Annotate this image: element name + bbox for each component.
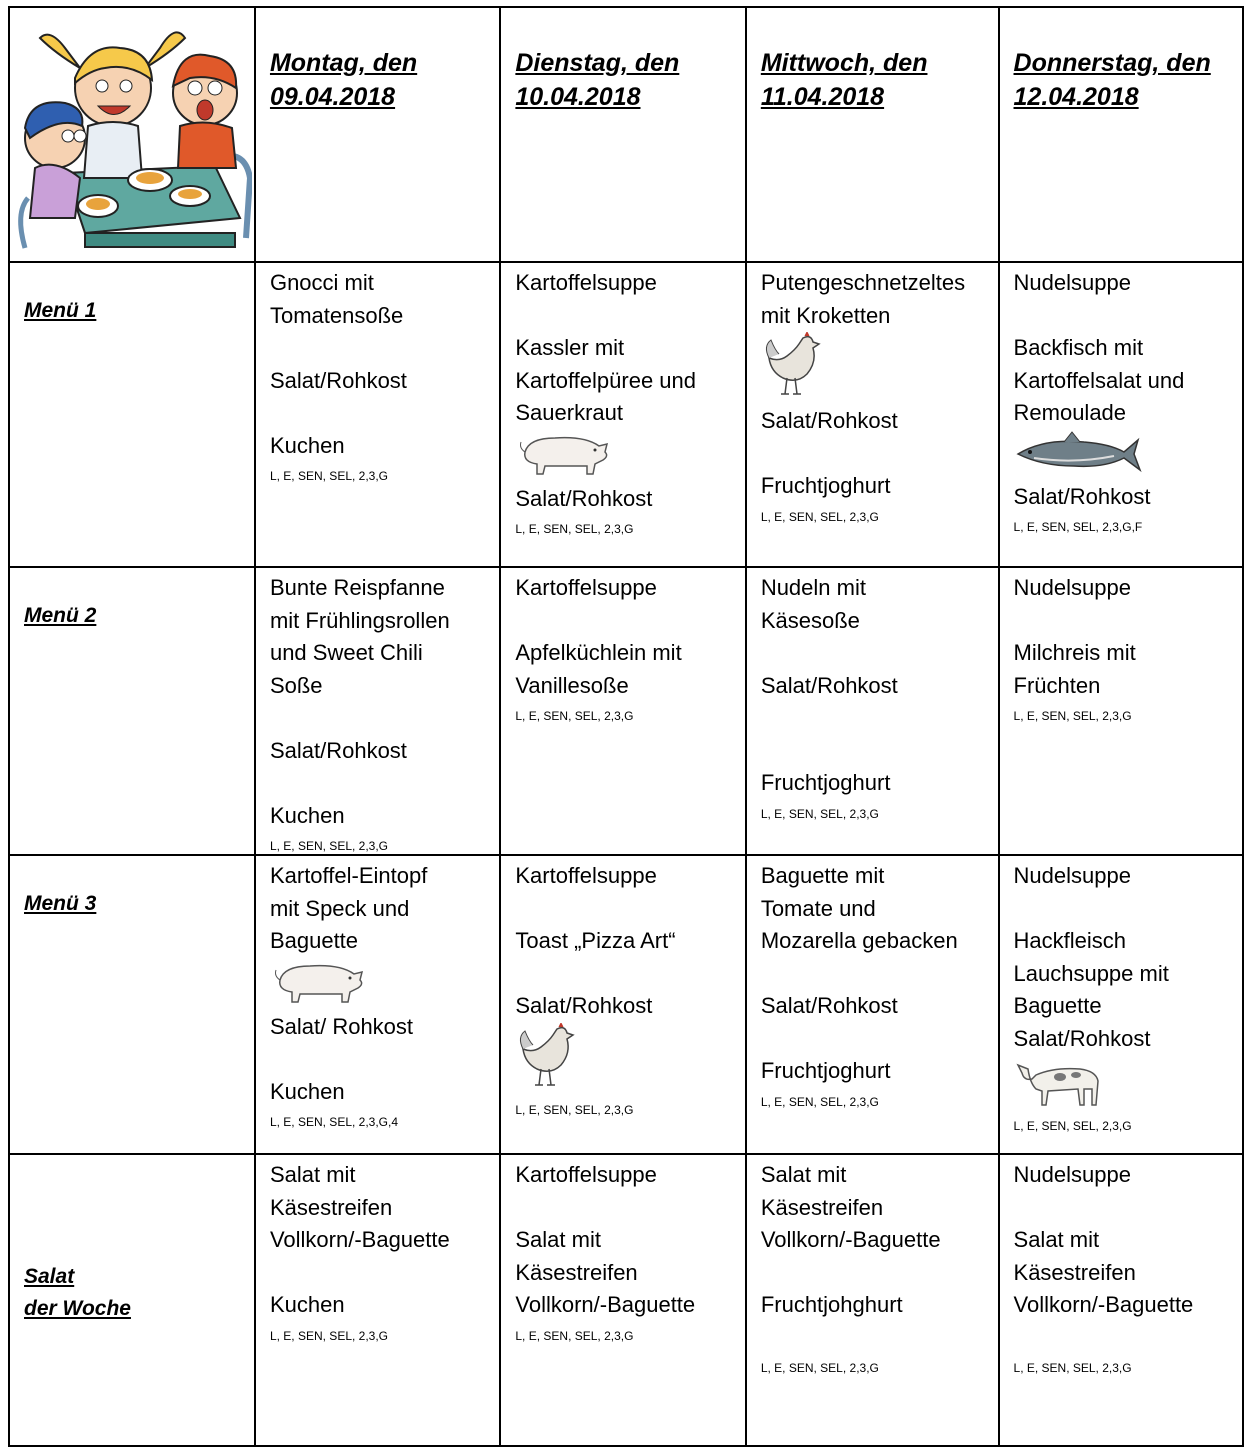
row-label: [10, 295, 110, 327]
dish-line: Fruchtjohghurt: [760, 1292, 903, 1317]
header-day: Montag, den: [269, 49, 418, 77]
menu-cell: [746, 855, 999, 1154]
dish-line: Vollkorn/-Baguette: [1013, 1292, 1194, 1317]
row-label-cell: [9, 855, 255, 1154]
row-label-cell: [9, 1154, 255, 1446]
dish-line: Kartoffelsuppe: [515, 863, 657, 888]
menu-row: [9, 262, 1243, 567]
menu-cell: [500, 262, 745, 567]
menu-cell: [746, 1154, 999, 1446]
dish-line: Früchten: [1013, 672, 1101, 698]
dish-line: Salat/Rohkost: [1013, 1025, 1151, 1051]
allergen-codes: L, E, SEN, SEL, 2,3,G: [269, 1328, 389, 1343]
dish-line: Remoulade: [1013, 400, 1127, 425]
dish-line: Kuchen: [269, 802, 345, 828]
chicken-icon: [515, 1023, 730, 1096]
menu-cell: [255, 1154, 500, 1446]
spacer: [761, 1257, 984, 1290]
spacer: [1014, 893, 1228, 926]
dish-line: Käsestreifen: [269, 1194, 393, 1220]
allergen-codes: L, E, SEN, SEL, 2,3,G,F: [1013, 520, 1143, 534]
spacer: [515, 1192, 730, 1225]
menu-table: [8, 6, 1244, 1447]
dish-line: Käsestreifen: [515, 1259, 638, 1285]
header-thursday: [999, 7, 1243, 262]
menu-cell: [500, 855, 745, 1154]
header-date: 09.04.2018: [269, 83, 396, 111]
allergen-codes: L, E, SEN, SEL, 2,3,G: [515, 1102, 634, 1117]
dish-line: Nudelsuppe: [1013, 1162, 1131, 1187]
menu-cell: [746, 262, 999, 567]
menu-row: [9, 855, 1243, 1154]
pig-icon: [515, 430, 730, 483]
dish-line: Salat mit: [269, 1162, 356, 1187]
menu-cell: [999, 855, 1243, 1154]
dish-line: Salat/Rohkost: [515, 993, 653, 1018]
menu-cell: [255, 855, 500, 1154]
spacer: [515, 893, 730, 926]
dish-line: Käsestreifen: [760, 1194, 884, 1220]
spacer: [1014, 605, 1228, 638]
corner-cell: [9, 7, 255, 262]
dish-line: Apfelküchlein mit: [515, 640, 682, 665]
dish-line: Soße: [269, 672, 323, 698]
row-label-cell: [9, 567, 255, 855]
dish-line: Milchreis mit: [1013, 640, 1136, 665]
menu-cell: [999, 567, 1243, 855]
dish-line: Kartoffelpüree und: [515, 367, 696, 393]
spacer: [761, 958, 984, 991]
dish-line: Salat mit: [760, 1162, 847, 1187]
dish-line: Backfisch mit: [1013, 335, 1144, 360]
spacer: [761, 438, 984, 471]
dish-line: Kassler mit: [515, 335, 625, 360]
allergen-codes: L, E, SEN, SEL, 2,3,G: [269, 839, 389, 853]
menu-cell: [500, 567, 745, 855]
header-date: 10.04.2018: [515, 83, 641, 111]
dish-line: Kartoffelsalat und: [1013, 367, 1185, 393]
dish-line: Gnocci mit: [269, 270, 374, 295]
kids-eating-icon: [10, 8, 252, 256]
spacer: [270, 1257, 485, 1290]
spacer: [1014, 1192, 1228, 1225]
dish-line: Kartoffelsuppe: [515, 1162, 657, 1187]
dish-line: mit Frühlingsrollen: [269, 607, 450, 633]
header-day: Donnerstag, den: [1013, 49, 1211, 77]
spacer: [515, 605, 730, 638]
allergen-codes: L, E, SEN, SEL, 2,3,G: [1013, 1361, 1132, 1375]
menu-cell: [746, 567, 999, 855]
spacer: [1014, 300, 1228, 333]
menu-row: [9, 567, 1243, 855]
dish-line: Fruchtjoghurt: [760, 1058, 891, 1083]
spacer: [270, 332, 485, 365]
dish-line: Tomatensoße: [269, 302, 404, 328]
header-date: 11.04.2018: [760, 83, 885, 111]
row-label-line: Menü 3: [24, 892, 97, 915]
dish-line: Kartoffelsuppe: [515, 270, 657, 295]
menu-row: [9, 1154, 1243, 1446]
dish-line: Kuchen: [269, 1292, 345, 1317]
spacer: [761, 637, 984, 670]
spacer: [270, 702, 485, 735]
fish-icon: [1014, 430, 1228, 481]
row-label-line: der Woche: [24, 1297, 131, 1320]
dish-line: Kartoffel-Eintopf: [269, 863, 428, 888]
header-day: Dienstag, den: [515, 49, 680, 77]
row-label-cell: [9, 262, 255, 567]
allergen-codes: L, E, SEN, SEL, 2,3,G: [760, 1094, 879, 1109]
dish-line: Lauchsuppe mit: [1013, 960, 1169, 986]
dish-line: Vollkorn/-Baguette: [269, 1227, 450, 1252]
dish-line: Toast „Pizza Art“: [515, 928, 676, 953]
spacer: [515, 958, 730, 991]
dish-line: Tomate und: [760, 895, 876, 921]
menu-cell: [255, 567, 500, 855]
header-wednesday: [746, 7, 999, 262]
header-monday: [255, 7, 500, 262]
row-label: [10, 600, 110, 632]
dish-line: Salat/Rohkost: [1013, 483, 1151, 509]
allergen-codes: L, E, SEN, SEL, 2,3,G: [269, 469, 389, 483]
row-label-line: Menü 1: [24, 299, 97, 322]
dish-line: Käsestreifen: [1013, 1259, 1136, 1285]
allergen-codes: L, E, SEN, SEL, 2,3,G,4: [269, 1115, 399, 1129]
allergen-codes: L, E, SEN, SEL, 2,3,G: [760, 1361, 879, 1375]
dish-line: Nudelsuppe: [1013, 575, 1131, 600]
allergen-codes: L, E, SEN, SEL, 2,3,G: [760, 509, 879, 524]
dish-line: Vanillesoße: [515, 672, 629, 698]
allergen-codes: L, E, SEN, SEL, 2,3,G: [515, 1328, 634, 1343]
dish-line: Salat/Rohkost: [269, 367, 407, 393]
spacer: [270, 397, 485, 430]
dish-line: Salat/Rohkost: [760, 408, 898, 433]
dish-line: Bunte Reispfanne: [269, 575, 445, 600]
row-label-line: Menü 2: [24, 604, 97, 627]
row-label: [10, 1261, 145, 1325]
dish-line: Baguette: [1013, 993, 1102, 1018]
dish-line: Fruchtjoghurt: [760, 770, 891, 795]
allergen-codes: L, E, SEN, SEL, 2,3,G: [1013, 709, 1132, 723]
dish-line: Putengeschnetzeltes: [760, 270, 966, 295]
dish-line: Nudelsuppe: [1013, 270, 1131, 295]
cow-icon: [1014, 1055, 1228, 1112]
dish-line: Salat/Rohkost: [269, 737, 407, 763]
dish-line: Sauerkraut: [515, 400, 623, 425]
dish-line: Fruchtjoghurt: [760, 473, 891, 498]
pig-icon: [270, 958, 485, 1011]
menu-cell: [999, 1154, 1243, 1446]
dish-line: Salat/Rohkost: [760, 993, 898, 1018]
menu-cell: [500, 1154, 745, 1446]
dish-line: Kartoffelsuppe: [515, 575, 657, 600]
chicken-icon: [761, 332, 984, 405]
allergen-codes: L, E, SEN, SEL, 2,3,G: [515, 709, 634, 723]
dish-line: Nudelsuppe: [1013, 863, 1131, 888]
dish-line: Baguette mit: [760, 863, 885, 888]
dish-line: Kuchen: [269, 432, 345, 458]
dish-line: Nudeln mit: [760, 575, 866, 600]
allergen-codes: L, E, SEN, SEL, 2,3,G: [1013, 1119, 1132, 1133]
dish-line: Vollkorn/-Baguette: [760, 1227, 941, 1252]
dish-line: Hackfleisch: [1013, 928, 1126, 953]
dish-line: Salat mit: [515, 1227, 601, 1252]
dish-line: und Sweet Chili: [269, 640, 423, 665]
spacer: [761, 1322, 984, 1355]
row-label: [10, 888, 110, 920]
menu-cell: [255, 262, 500, 567]
allergen-codes: L, E, SEN, SEL, 2,3,G: [760, 806, 879, 821]
header-row: [9, 7, 1243, 262]
header-day: Mittwoch, den: [760, 49, 928, 77]
dish-line: Kuchen: [269, 1078, 345, 1104]
row-label-line: Salat: [24, 1265, 75, 1288]
spacer: [761, 1023, 984, 1056]
dish-line: Käsesoße: [760, 607, 860, 633]
spacer: [761, 735, 984, 768]
spacer: [1014, 1322, 1228, 1355]
dish-line: Vollkorn/-Baguette: [515, 1292, 696, 1317]
menu-cell: [999, 262, 1243, 567]
dish-line: mit Kroketten: [760, 302, 891, 328]
dish-line: Salat/ Rohkost: [269, 1013, 414, 1039]
header-date: 12.04.2018: [1013, 83, 1139, 111]
dish-line: mit Speck und: [269, 895, 410, 921]
allergen-codes: L, E, SEN, SEL, 2,3,G: [515, 522, 634, 536]
spacer: [761, 702, 984, 735]
dish-line: Baguette: [269, 928, 359, 953]
dish-line: Mozarella gebacken: [760, 928, 958, 953]
header-tuesday: [500, 7, 745, 262]
dish-line: Salat/Rohkost: [760, 672, 898, 698]
dish-line: Salat mit: [1013, 1227, 1100, 1252]
spacer: [270, 1043, 485, 1076]
spacer: [515, 300, 730, 333]
dish-line: Salat/Rohkost: [515, 485, 653, 511]
spacer: [270, 767, 485, 800]
